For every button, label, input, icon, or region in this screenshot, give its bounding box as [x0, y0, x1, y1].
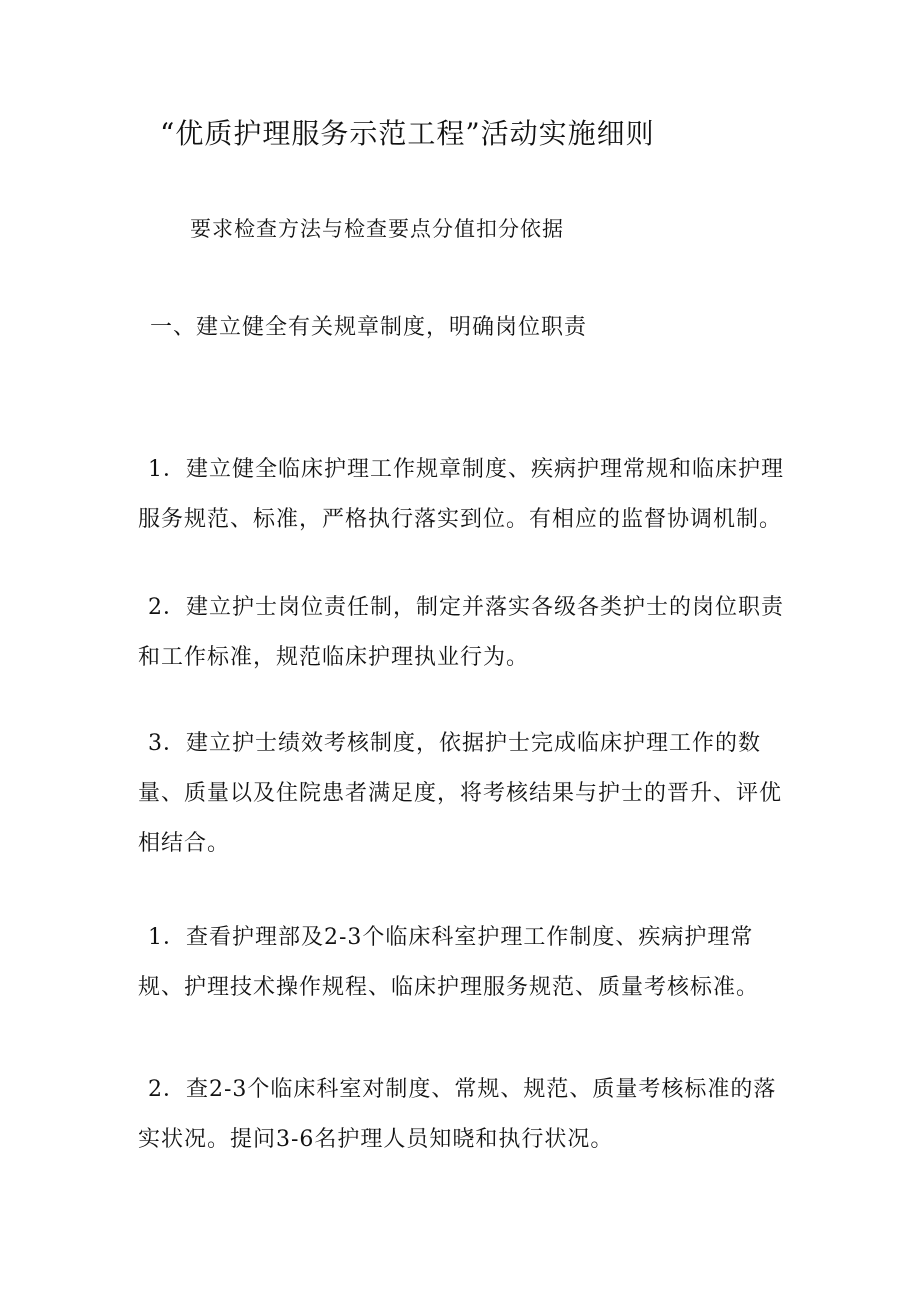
document-title: “优质护理服务示范工程”活动实施细则	[160, 117, 655, 150]
paragraph-check-method-2: 2．查2-3个临床科室对制度、常规、规范、质量考核标准的落实状况。提问3-6名护理人员知晓和执行状况。	[138, 1077, 777, 1152]
paragraph-check-method-1: 1．查看护理部及2-3个临床科室护理工作制度、疾病护理常规、护理技术操作规程、临床护理服务规范、质量考核标准。	[138, 925, 760, 1000]
paragraph-requirement-3: 3．建立护士绩效考核制度，依据护士完成临床护理工作的数量、质量以及住院患者满足度，将考核结果与护士的晋升、评优相结合。	[138, 731, 783, 856]
document-subtitle: 要求检查方法与检查要点分值扣分依据	[190, 217, 564, 241]
paragraph-requirement-1: 1．建立健全临床护理工作规章制度、疾病护理常规和临床护理服务规范、标准，严格执行落实到位。有相应的监督协调机制。	[138, 457, 784, 532]
paragraph-requirement-2: 2．建立护士岗位责任制，制定并落实各级各类护士的岗位职责和工作标准，规范临床护理执业行为。	[138, 595, 784, 670]
section-heading: 一、建立健全有关规章制度，明确岗位职责	[150, 315, 588, 340]
